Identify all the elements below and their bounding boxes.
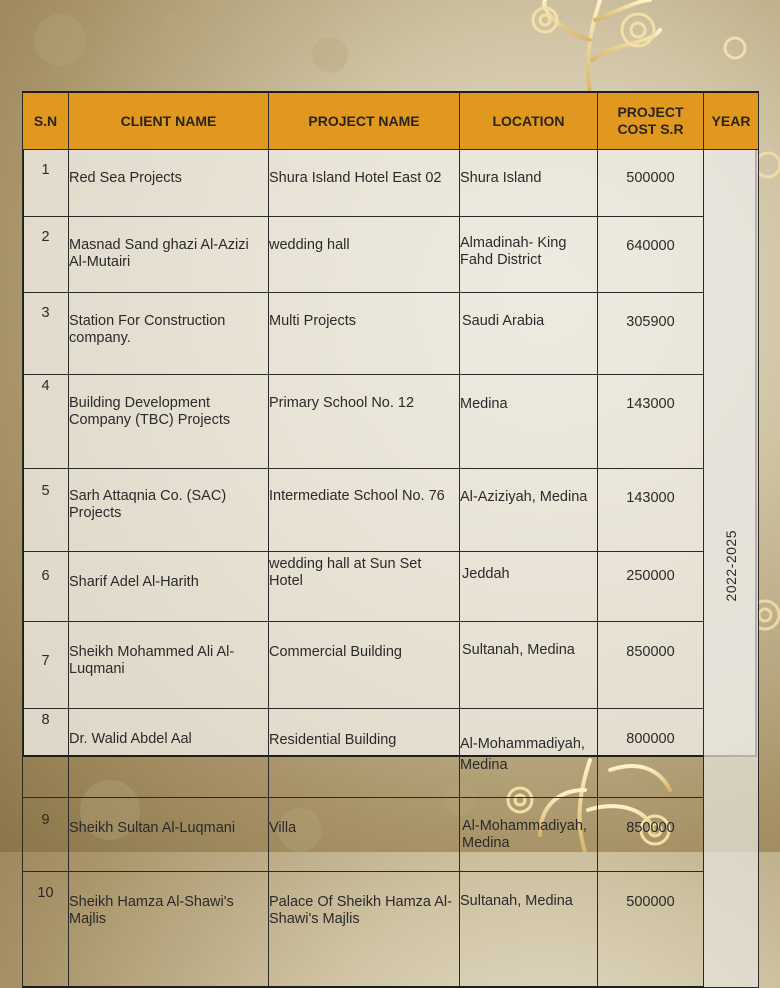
cell-sn: 3 xyxy=(23,293,69,375)
cost-text: 800000 xyxy=(626,731,675,747)
cell-project xyxy=(269,217,460,293)
cost-text: 500000 xyxy=(626,894,675,910)
table-row xyxy=(23,150,759,217)
project-text: Shura Island Hotel East 02 xyxy=(269,170,442,186)
table-header-row xyxy=(23,92,759,150)
cell-project xyxy=(269,375,460,469)
year-value: 2022-2025 xyxy=(722,530,739,602)
cell-sn: 7 xyxy=(23,622,69,709)
cost-text: 143000 xyxy=(626,396,675,412)
cell-location xyxy=(460,375,598,469)
header-sn: S.N xyxy=(23,92,69,150)
cell-location xyxy=(460,709,598,798)
cell-cost xyxy=(598,709,704,798)
cell-location xyxy=(460,469,598,552)
cell-year xyxy=(704,150,759,988)
cell-location xyxy=(460,552,598,622)
table-row xyxy=(23,872,759,988)
location-text: Almadinah- King Fahd District xyxy=(460,235,567,268)
project-text: Commercial Building xyxy=(269,644,402,660)
location-text: Saudi Arabia xyxy=(462,313,545,329)
cell-cost xyxy=(598,150,704,217)
client-text: Sheikh Mohammed Ali Al-Luqmani xyxy=(69,644,235,677)
table-row xyxy=(23,375,759,469)
cell-cost xyxy=(598,375,704,469)
cell-sn: 10 xyxy=(23,872,69,988)
cell-project xyxy=(269,798,460,872)
table-row xyxy=(23,798,759,872)
location-text: Shura Island xyxy=(460,170,542,186)
cell-client xyxy=(69,469,269,552)
project-text: Palace Of Sheikh Hamza Al-Shawi's Majlis xyxy=(269,894,452,927)
cell-client xyxy=(69,293,269,375)
cell-client xyxy=(69,552,269,622)
client-text: Sheikh Sultan Al-Luqmani xyxy=(69,820,236,836)
cell-client xyxy=(69,622,269,709)
cell-sn: 2 xyxy=(23,217,69,293)
cell-cost xyxy=(598,622,704,709)
cell-project xyxy=(269,709,460,798)
client-text: Sheikh Hamza Al-Shawi's Majlis xyxy=(69,894,234,927)
cost-text: 640000 xyxy=(626,238,675,254)
client-text: Building Development Company (TBC) Projects xyxy=(69,395,231,428)
location-text: Al-Mohammadiyah, Medina xyxy=(460,736,585,773)
table-row xyxy=(23,469,759,552)
header-project-cost: PROJECT COST S.R xyxy=(598,92,704,150)
cell-cost xyxy=(598,552,704,622)
table-row xyxy=(23,217,759,293)
cell-project xyxy=(269,622,460,709)
cell-location xyxy=(460,293,598,375)
client-text: Masnad Sand ghazi Al-Azizi Al-Mutairi xyxy=(69,237,249,270)
cost-text: 850000 xyxy=(626,644,675,660)
cell-project xyxy=(269,469,460,552)
cell-location xyxy=(460,622,598,709)
project-text: Villa xyxy=(269,820,297,836)
project-text: Intermediate School No. 76 xyxy=(269,488,445,504)
project-text: wedding hall xyxy=(269,237,350,253)
table-row xyxy=(23,622,759,709)
cell-project xyxy=(269,293,460,375)
location-text: Sultanah, Medina xyxy=(462,642,575,658)
table-row xyxy=(23,293,759,375)
cost-text: 305900 xyxy=(626,314,675,330)
header-year: YEAR xyxy=(704,92,759,150)
cell-sn: 4 xyxy=(23,375,69,469)
location-text: Sultanah, Medina xyxy=(460,893,573,909)
location-text: Medina xyxy=(460,396,508,412)
cell-sn: 1 xyxy=(23,150,69,217)
cell-sn: 5 xyxy=(23,469,69,552)
header-location: LOCATION xyxy=(460,92,598,150)
location-text: Al-Aziziyah, Medina xyxy=(460,489,588,505)
cell-sn: 8 xyxy=(23,709,69,798)
project-text: Residential Building xyxy=(269,732,397,748)
cell-client xyxy=(69,709,269,798)
project-text: wedding hall at Sun Set Hotel xyxy=(269,556,422,589)
cost-text: 250000 xyxy=(626,568,675,584)
client-text: Sharif Adel Al-Harith xyxy=(69,574,199,590)
table-row xyxy=(23,709,759,798)
client-text: Red Sea Projects xyxy=(69,170,182,186)
header-client-name: CLIENT NAME xyxy=(69,92,269,150)
cost-text: 850000 xyxy=(626,820,675,836)
client-text: Station For Construction company. xyxy=(69,313,226,346)
cell-cost xyxy=(598,217,704,293)
cell-sn: 9 xyxy=(23,798,69,872)
project-text: Primary School No. 12 xyxy=(269,395,415,411)
cell-client xyxy=(69,150,269,217)
project-text: Multi Projects xyxy=(269,313,357,329)
cell-cost xyxy=(598,293,704,375)
cell-project xyxy=(269,552,460,622)
cost-text: 500000 xyxy=(626,170,675,186)
cell-project xyxy=(269,872,460,988)
header-project-name: PROJECT NAME xyxy=(269,92,460,150)
client-text: Dr. Walid Abdel Aal xyxy=(69,731,192,747)
cell-client xyxy=(69,872,269,988)
cell-project xyxy=(269,150,460,217)
cell-cost xyxy=(598,798,704,872)
cell-sn: 6 xyxy=(23,552,69,622)
cell-client xyxy=(69,798,269,872)
table-row xyxy=(23,552,759,622)
cell-location xyxy=(460,798,598,872)
projects-table xyxy=(22,91,759,988)
location-text: Al-Mohammadiyah, Medina xyxy=(462,818,587,851)
cell-cost xyxy=(598,872,704,988)
cell-location xyxy=(460,150,598,217)
location-text: Jeddah xyxy=(462,566,510,582)
cell-location xyxy=(460,872,598,988)
cell-cost xyxy=(598,469,704,552)
cell-client xyxy=(69,375,269,469)
cell-location xyxy=(460,217,598,293)
cost-text: 143000 xyxy=(626,490,675,506)
client-text: Sarh Attaqnia Co. (SAC) Projects xyxy=(69,488,227,521)
cell-client xyxy=(69,217,269,293)
